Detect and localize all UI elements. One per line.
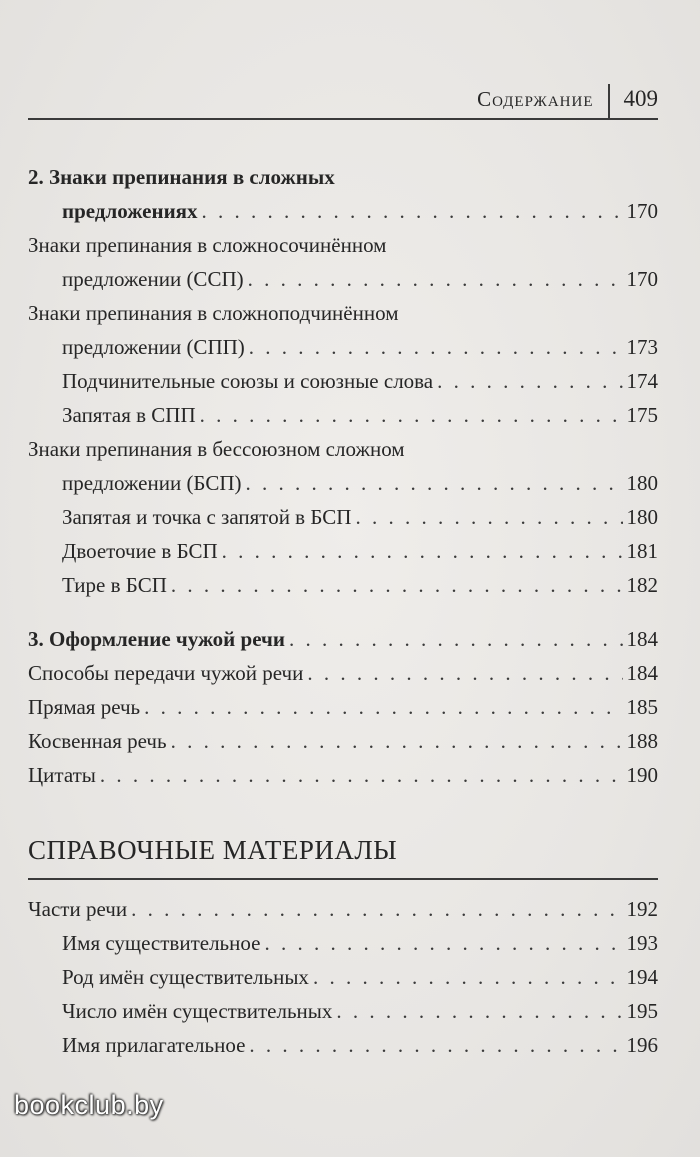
toc-page-number: 180 [626,471,658,495]
leader-dots [336,994,622,1028]
leader-dots [437,364,622,398]
leader-dots [202,194,623,228]
leader-dots [171,724,623,758]
leader-dots [264,926,622,960]
toc-entry-title: Знаки препинания в бессоюзном сложном [28,437,405,461]
toc-subentry [28,1028,658,1062]
running-title: Содержание [477,84,609,118]
leader-dots [144,690,622,724]
toc-entry-title-cont: предложениях [62,199,198,223]
toc-entry-title: Имя прилагательное [62,1033,246,1057]
leader-dots [246,466,623,500]
toc-entry-title-cont: предложении (ССП) [62,267,244,291]
toc-subentry [28,960,658,994]
toc-page-number: 180 [626,505,658,529]
toc-page-number: 193 [626,931,658,955]
toc-subentry [28,398,658,432]
toc-page-number: 184 [626,661,658,685]
toc-entry-title: Запятая и точка с запятой в БСП [62,505,352,529]
leader-dots [249,1028,622,1062]
toc-page-number: 194 [626,965,658,989]
toc-entry-title: Тире в БСП [62,573,167,597]
page-number: 409 [623,86,658,111]
toc-page-number: 175 [626,403,658,427]
leader-dots [131,892,622,926]
leader-dots [222,534,623,568]
toc-entry-title: Двоеточие в БСП [62,539,218,563]
toc-section-3 [28,622,658,656]
toc-entry-title: Имя существительное [62,931,261,955]
toc-entry [28,690,658,724]
toc-page-number: 184 [626,627,658,651]
toc-subentry [28,364,658,398]
toc-entry [28,892,658,926]
toc-entry-title-cont: предложении (БСП) [62,471,242,495]
leader-dots [313,960,623,994]
toc-entry-title: Косвенная речь [28,729,167,753]
table-of-contents [28,160,658,1062]
toc-page-number: 181 [626,539,658,563]
toc-page-number: 196 [626,1033,658,1057]
toc-entry-title: Подчинительные союзы и союзные слова [62,369,434,393]
toc-entry [28,758,658,792]
leader-dots [100,758,623,792]
toc-entry-title: Части речи [28,897,128,921]
leader-dots [307,656,622,690]
toc-page-number: 195 [626,999,658,1023]
header-rule [28,118,658,120]
toc-page-number: 190 [626,763,658,787]
toc-entry-title: Способы передачи чужой речи [28,661,304,685]
toc-entry-title: Род имён существительных [62,965,309,989]
leader-dots [355,500,622,534]
toc-page-number: 174 [626,369,658,393]
toc-entry [28,432,658,500]
toc-page-number: 188 [626,729,658,753]
toc-subentry [28,926,658,960]
toc-page-number: 182 [626,573,658,597]
toc-page-number: 185 [626,695,658,719]
toc-entry-title: Число имён существительных [62,999,333,1023]
leader-dots [248,262,623,296]
reference-list [28,892,658,1062]
toc-page-number: 173 [626,335,658,359]
toc-page-number: 192 [626,897,658,921]
toc-subentry [28,534,658,568]
toc-entry [28,296,658,364]
toc-entry-title: Прямая речь [28,695,141,719]
toc-entry-title: Знаки препинания в сложносочинённом [28,233,387,257]
leader-dots [171,568,623,602]
toc-entry-title: 2. Знаки препинания в сложных [28,165,335,189]
leader-dots [249,330,623,364]
toc-section-2 [28,160,658,228]
toc-subentry [28,500,658,534]
toc-page-number: 170 [626,267,658,291]
toc-entry-title: 3. Оформление чужой речи [28,627,285,651]
watermark: bookclub.by [14,1090,164,1120]
toc-page-number: 170 [626,199,658,223]
toc-entry-title: Запятая в СПП [62,403,196,427]
leader-dots [289,622,623,656]
leader-dots [200,398,623,432]
toc-entry [28,724,658,758]
toc-entry-title: Цитаты [28,763,96,787]
toc-subentry [28,568,658,602]
toc-entry-title: Знаки препинания в сложноподчинённом [28,301,399,325]
reference-heading: СПРАВОЧНЫЕ МАТЕРИАЛЫ [28,832,658,880]
toc-entry [28,228,658,296]
toc-subentry [28,994,658,1028]
running-head [477,78,658,118]
toc-entry-title-cont: предложении (СПП) [62,335,245,359]
toc-entry [28,656,658,690]
